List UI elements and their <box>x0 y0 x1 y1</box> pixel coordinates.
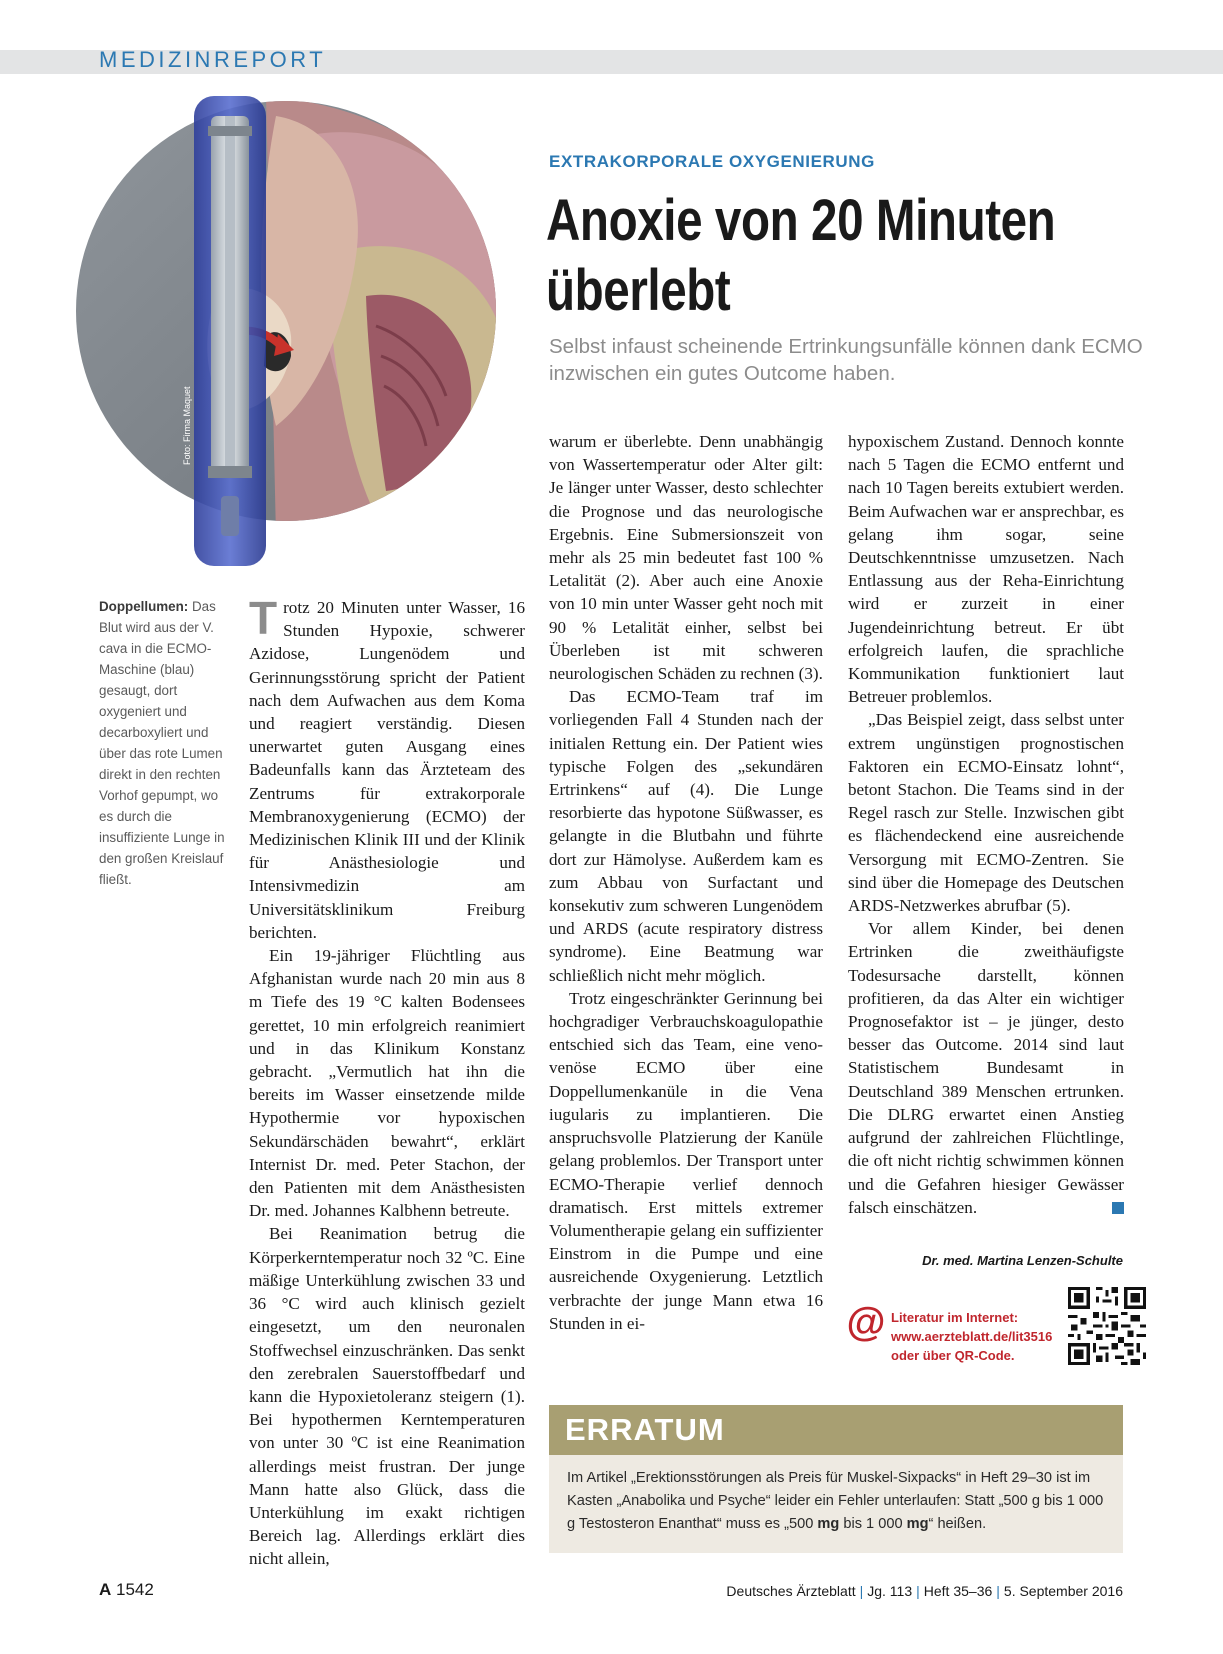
paragraph: „Das Beispiel zeigt, dass selbst unter extrem ungünstigen prognostischen Faktoren ein ECMO-Einsatz lohnt“, betont Stachon. Die Teams sind in der Regel rasch zur Stelle. Inzwischen gibt es flächendeckend eine ausreichende Versorgung mit ECMO-Zentren. Sie sind über die Homepage des Deutschen ARDS-Netzwerkes abrufbar (5). <box>848 710 1124 916</box>
qr-code-icon[interactable] <box>1068 1287 1146 1365</box>
headline-line-1: Anoxie von 20 Minuten <box>546 188 1056 253</box>
paragraph: Bei Reanimation betrug die Körperkerntemperatur noch 32 ºC. Eine mäßige Unterkühlung zwischen 33 und 36 °C wird auch klinisch gezielt eingesetzt, um den neuronalen Stoffwechsel einzuschränken. Das senkt den zerebralen Sauerstoffbedarf und kann die Hypoxietoleranz steigern (1). Bei hypothermen Kerntemperaturen von unter 30 ºC ist eine Reanimation allerdings meist frustran. Der junge Mann hatte also Glück, dass die Unterkühlung im exakt richtigen Bereich lag. Allerdings erklärt dies nicht allein, <box>249 1224 525 1569</box>
paragraph: warum er überlebte. Denn unabhängig von Wassertemperatur oder Alter gilt: Je länger unter Wasser, desto schlechter die Prognose und das neurologische Ergebnis. Eine Submersionszeit von mehr als 25 min bedeutet fast 100 % Letalität (2). Aber auch eine Anoxie von 10 min unter Wasser geht noch mit 90 % Letalität einher, selbst bei Überleben ist mit schweren neurologischen Schäden zu rechnen (3). <box>549 432 823 684</box>
paragraph: Trotz 20 Minuten unter Wasser, 16 Stunden Hypoxie, schwerer Azidose, Lungenödem und Gerinnungsstörung spricht der Patient nach dem Aufwachen aus dem Koma und reagiert verständig. Diesen unerwartet guten Ausgang eines Badeunfalls kann das Ärzteteam des Zentrums für extrakorporale Membranoxygenierung (ECMO) der Medizinischen Klinik III und der Klinik für Anästhesiologie und Intensivmedizin am Universitätsklinikum Freiburg berichten. <box>249 592 525 942</box>
article-standfirst: Selbst infaust scheinende Ertrinkungsunfälle können dank ECMO inzwischen ein gutes Outcome haben. <box>549 335 1143 385</box>
separator: | <box>859 1583 864 1599</box>
end-mark-icon <box>1112 1202 1124 1214</box>
paragraph: hypoxischem Zustand. Dennoch konnte nach 5 Tagen die ECMO entfernt und nach 10 Tagen bereits extubiert werden. Beim Aufwachen war er ansprechbar, es gelang ihm sogar, seine Deutschkenntnisse umzusetzen. Nach Entlassung aus der Reha-Einrichtung wird er zurzeit in einer Jugendeinrichtung betreut. Er übt erfolgreich laufen, die sprachliche Kommunikation funktioniert laut Betreuer problemlos. <box>848 432 1124 707</box>
ecmo-illustration <box>76 96 516 566</box>
paragraph: Das ECMO-Team traf im vorliegenden Fall 4 Stunden nach der initialen Rettung ein. Der Patient wies typische Folgen des „sekundären Ertrinkens“ auf (4). Die Lunge resorbierte das hypotone Süßwasser, es gelangte in die Blutbahn und führte dort zur Hämolyse. Außerdem kam es zum Abbau von Surfactant und konsekutiv zum schweren Lungenödem und ARDS (acute respiratory distress syndrome). Eine Beatmung war schließlich nicht mehr möglich. <box>549 687 823 985</box>
caption-label: Doppellumen: <box>99 599 189 614</box>
article-author: Dr. med. Martina Lenzen-Schulte <box>922 1253 1123 1268</box>
headline-line-2: überlebt <box>546 258 731 323</box>
article-headline <box>546 186 1071 326</box>
section-label: MEDIZINREPORT <box>99 47 327 72</box>
article-column-2 <box>549 430 823 1335</box>
image-caption <box>99 596 227 890</box>
article-column-1 <box>249 592 525 1571</box>
erratum-title: ERRATUM <box>549 1405 1123 1455</box>
paragraph: Ein 19-jähriger Flüchtling aus Afghanistan wurde nach 20 min aus 8 m Tiefe des 19 °C kalten Bodensees gerettet, 10 min erfolgreich reanimiert und in das Klinikum Konstanz gebracht. „Vermutlich hat ihn die bereits im Wasser einsetzende milde Hypothermie vor hypoxischen Sekundärschäden bewahrt“, erklärt Internist Dr. med. Peter Stachon, der den Patienten mit dem Anästhesisten Dr. med. Johannes Kalbhenn betreute. <box>249 946 525 1221</box>
journal-info: Deutsches Ärzteblatt | Jg. 113 | Heft 35–36 | 5. September 2016 <box>726 1583 1123 1599</box>
literature-link[interactable]: Literatur im Internet: www.aerzteblatt.de/lit3516 oder über QR-Code. <box>891 1310 1053 1363</box>
caption-text: Das Blut wird aus der V. cava in die ECMO-Maschine (blau) gesaugt, dort oxygeniert und decarboxyliert und über das rote Lumen direkt in den rechten Vorhof gepumpt, wo es durch die insuffiziente Lunge in den großen Kreislauf fließt. <box>99 599 225 887</box>
erratum-text: Im Artikel „Erektionsstörungen als Preis für Muskel-Sixpacks“ in Heft 29–30 ist im Kasten „Anabolika und Psyche“ leider ein Fehler unterlaufen: Statt „500 g bis 1 000 g Testosteron Enanthat“ muss es „500 mg bis 1 000 mg“ heißen. <box>567 1470 1104 1532</box>
drop-cap: T <box>249 592 278 644</box>
article-kicker: EXTRAKORPORALE OXYGENIERUNG <box>549 152 876 171</box>
erratum-box <box>549 1405 1123 1553</box>
paragraph: Trotz eingeschränkter Gerinnung bei hochgradiger Verbrauchskoagulopathie entschied sich das Team, eine veno-venöse ECMO über eine Doppellumenkanüle in die Vena iugularis zu implantieren. Die anspruchsvolle Platzierung der Kanüle gelang problemlos. Der Transport unter ECMO-Therapie verlief dennoch dramatisch. Erst mittels extremer Volumentherapie gelang ein suffizienter Einstrom in die Pumpe und eine ausreichende Oxygenierung. Letztlich verbrachte der junge Mann etwa 16 Stunden in ei- <box>549 988 823 1333</box>
at-sign-icon <box>846 1302 886 1342</box>
page-number: A 1542 <box>99 1580 154 1599</box>
svg-text:@: @ <box>846 1302 886 1342</box>
separator: | <box>996 1583 1000 1599</box>
paragraph: Vor allem Kinder, bei denen Ertrinken die zweithäufigste Todesursache darstellt, können profitieren, da das Alter ein wichtiger Prognosefaktor ist – je jünger, desto besser das Outcome. 2014 sind laut Statistischem Bundesamt in Deutschland 389 Menschen ertrunken. Die DLRG erwartet einen Anstieg aufgrund der zahlreichen Flüchtlinge, die oft nicht richtig schwimmen können und die Gefahren hiesiger Gewässer falsch einschätzen. <box>848 919 1124 1217</box>
separator: | <box>916 1583 920 1599</box>
photo-credit: Foto: Firma Maquet <box>182 386 192 465</box>
article-column-3 <box>848 430 1124 1219</box>
